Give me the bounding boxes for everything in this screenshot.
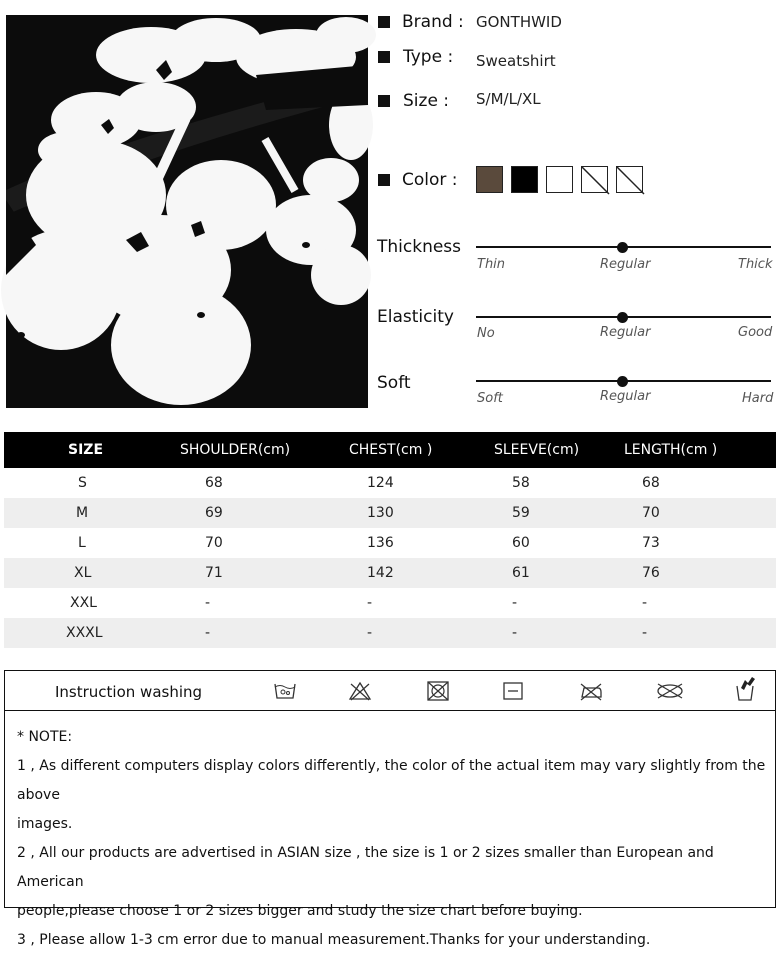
bullet-icon — [378, 95, 390, 107]
cell-length: 76 — [623, 558, 776, 588]
cell-chest: 130 — [348, 498, 493, 528]
no-bleach-icon — [348, 680, 372, 702]
cell-shoulder: 69 — [176, 498, 348, 528]
elasticity-tick-low: No — [477, 326, 495, 341]
washing-title: Instruction washing — [55, 683, 203, 701]
thickness-tick-high: Thick — [738, 257, 773, 272]
notes-heading: * NOTE: — [17, 729, 73, 745]
cell-length: 70 — [623, 498, 776, 528]
product-photo — [6, 15, 368, 408]
spec-size — [378, 91, 449, 111]
cell-length: 68 — [642, 475, 660, 491]
cell-chest: - — [348, 618, 493, 648]
cell-chest: 136 — [367, 535, 394, 551]
type-value: Sweatshirt — [476, 52, 556, 70]
table-row — [4, 528, 776, 558]
bullet-icon — [378, 16, 390, 28]
cell-length: - — [642, 595, 648, 611]
thickness-tick-low: Thin — [477, 257, 506, 272]
hand-wash-icon — [273, 680, 297, 702]
table-row — [4, 588, 776, 618]
cell-size: S — [78, 475, 87, 491]
note-line-2b: people,please choose 1 or 2 sizes bigger and study the size chart before buying. — [17, 903, 583, 919]
thickness-indicator — [617, 242, 628, 253]
note-line-3: 3 , Please allow 1-3 cm error due to manual measurement.Thanks for your understanding. — [17, 932, 651, 948]
elasticity-tick-high: Good — [738, 325, 773, 340]
softness-tick-high: Hard — [742, 391, 774, 406]
cell-length: 73 — [642, 535, 660, 551]
cell-sleeve: 59 — [493, 498, 623, 528]
color-swatches — [476, 166, 643, 193]
bullet-icon — [378, 51, 390, 63]
softness-tick-mid: Regular — [600, 389, 651, 404]
type-label: Type : — [403, 47, 454, 67]
dry-flat-icon — [501, 680, 525, 702]
cell-shoulder: - — [176, 618, 348, 648]
elasticity-label: Elasticity — [377, 307, 454, 327]
softness-tick-low: Soft — [477, 391, 503, 406]
header-sleeve: SLEEVE(cm) — [493, 432, 623, 468]
cell-chest: 142 — [348, 558, 493, 588]
cell-size: M — [4, 498, 176, 528]
header-chest: CHEST(cm ) — [348, 432, 493, 468]
table-row — [4, 468, 776, 498]
cell-sleeve: 58 — [512, 475, 530, 491]
no-tumble-dry-icon — [426, 680, 450, 702]
size-value: S/M/L/XL — [476, 90, 541, 108]
spec-color — [378, 170, 458, 190]
cell-sleeve: - — [493, 618, 623, 648]
spec-type — [378, 47, 453, 67]
thickness-tick-mid: Regular — [600, 257, 651, 272]
cell-sleeve: 60 — [512, 535, 530, 551]
cell-sleeve: - — [512, 595, 518, 611]
elasticity-tick-mid: Regular — [600, 325, 651, 340]
softness-indicator — [617, 376, 628, 387]
washing-instructions-box — [4, 670, 776, 948]
cell-size: XL — [4, 558, 176, 588]
table-row — [4, 618, 776, 648]
brand-label: Brand : — [402, 12, 464, 32]
cell-chest: 124 — [367, 475, 394, 491]
spec-brand — [378, 12, 464, 32]
cell-size: L — [78, 535, 86, 551]
wring-icon — [733, 674, 757, 702]
thickness-label: Thickness — [377, 237, 462, 257]
note-line-1b: images. — [17, 816, 73, 832]
cell-chest: - — [367, 595, 373, 611]
swatch-option-5[interactable] — [616, 166, 643, 193]
header-shoulder: SHOULDER(cm) — [176, 432, 348, 468]
cell-shoulder: 68 — [205, 475, 223, 491]
table-row — [4, 558, 776, 588]
cell-length: - — [623, 618, 776, 648]
washing-header — [5, 671, 775, 711]
no-iron-icon — [579, 680, 603, 702]
color-label: Color : — [402, 170, 458, 190]
header-size: SIZE — [4, 432, 176, 468]
soft-label: Soft — [377, 373, 411, 393]
bullet-icon — [378, 174, 390, 186]
cell-shoulder: 71 — [176, 558, 348, 588]
note-line-1: 1 , As different computers display colors differently, the color of the actual item may vary slightly from the above — [17, 758, 766, 803]
swatch-brown[interactable] — [476, 166, 503, 193]
cell-size: XXXL — [4, 618, 176, 648]
elasticity-indicator — [617, 312, 628, 323]
header-length: LENGTH(cm ) — [623, 432, 776, 468]
cell-shoulder: 70 — [205, 535, 223, 551]
table-header-row — [4, 432, 776, 468]
cell-shoulder: - — [205, 595, 211, 611]
no-dry-clean-icon — [655, 680, 685, 702]
table-row — [4, 498, 776, 528]
size-label: Size : — [403, 91, 450, 111]
notes-section — [5, 711, 775, 955]
swatch-black[interactable] — [511, 166, 538, 193]
swatch-option-4[interactable] — [581, 166, 608, 193]
brand-value: GONTHWID — [476, 13, 562, 31]
size-chart-table — [4, 432, 776, 648]
note-line-2: 2 , All our products are advertised in ASIAN size , the size is 1 or 2 sizes smaller than European and American — [17, 845, 714, 890]
swatch-white[interactable] — [546, 166, 573, 193]
cell-sleeve: 61 — [493, 558, 623, 588]
cell-size: XXL — [70, 595, 97, 611]
